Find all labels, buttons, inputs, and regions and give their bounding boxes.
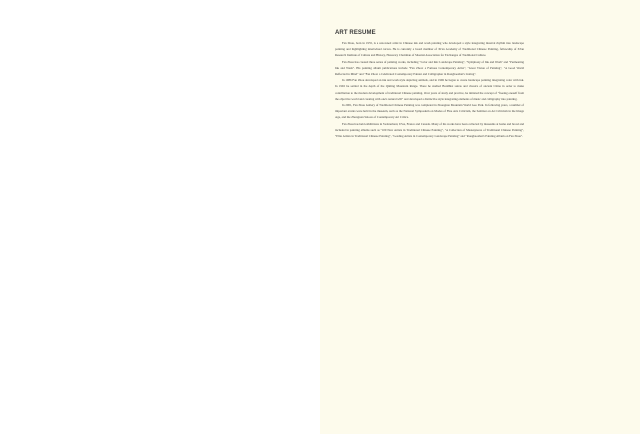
- paragraph-biography: Fan Zhou, born in 1955, is a renowned artist in Chinese ink and wash painting who developed a style integrating musical rhythm into landscape painting and highlighting intertwined curves. He is currently a board member of Xi'an Academy of Traditional Chinese Painting, fellowship of Xi'an Research Institute of Culture and History, Honorary Chairman of Shaanxi Association for Exchanges of Traditional Culture.: [335, 41, 524, 58]
- paragraph-style-development: In 1986 Fan Zhou developed an ink and wash style depicting animals, and in 1996 he began to create landscape painting integrating color with ink. In 1992 he settled in the depth of the Qinling Mountain Range. There he studied Buddhist sutras and classics of ancient China in order to make contribution to the modern development of traditional Chinese painting. Over years of study and practice, he initiated the concept of "freeing oneself from the objective world and creating with one's natural will" and developed a distinctive style integrating elements of music and calligraphy into painting.: [335, 78, 524, 101]
- paragraph-exhibitions: Fan Zhou has held exhibitions in Switzerland, USA, France and Canada. Many of his works have been collected by museums at home and broad and included in painting albums such as "100 New Artists in Traditional Chinese Painting", "A Collection of Masterpieces of Traditional Chinese Painting", "Elite Artists in Traditional Chinese Painting", "Leading Artists in Contemporary Landscape Painting" and "Rongbaozhai's Painting Album on Fan Zhou".: [335, 121, 524, 139]
- resume-page: [320, 0, 640, 434]
- paragraph-works: Fan Zhou has created three series of painting works, including "Color and Ink: Landscape Painting", "Symphony of Ink and Wash" and "Permeating Ink and Wash". His painting album publications include "Fan Zhou: a Famous Contemporary Artist", "Great Vision of Painting", "A Good World Reflected in Mind" and "Fan Zhou: a Celebrated Contemporary Painter and Calligrapher in Rongbaozhai's Listing".: [335, 59, 524, 77]
- page-title: ART RESUME: [335, 30, 376, 36]
- resume-content: [335, 30, 524, 139]
- paragraph-gallery: In 2001, Fan Zhou Gallery of Traditional Chinese Painting was completed in Zhongnan Mountain World Geo Park. In following years, a number of important events were held in the museum, such as the National Symposium on Modes of Fine Arts Criticism, the Seminar on Art Criticism in the Image Age, and the Zhongnan Saloon of Contemporary Art Critics.: [335, 103, 524, 120]
